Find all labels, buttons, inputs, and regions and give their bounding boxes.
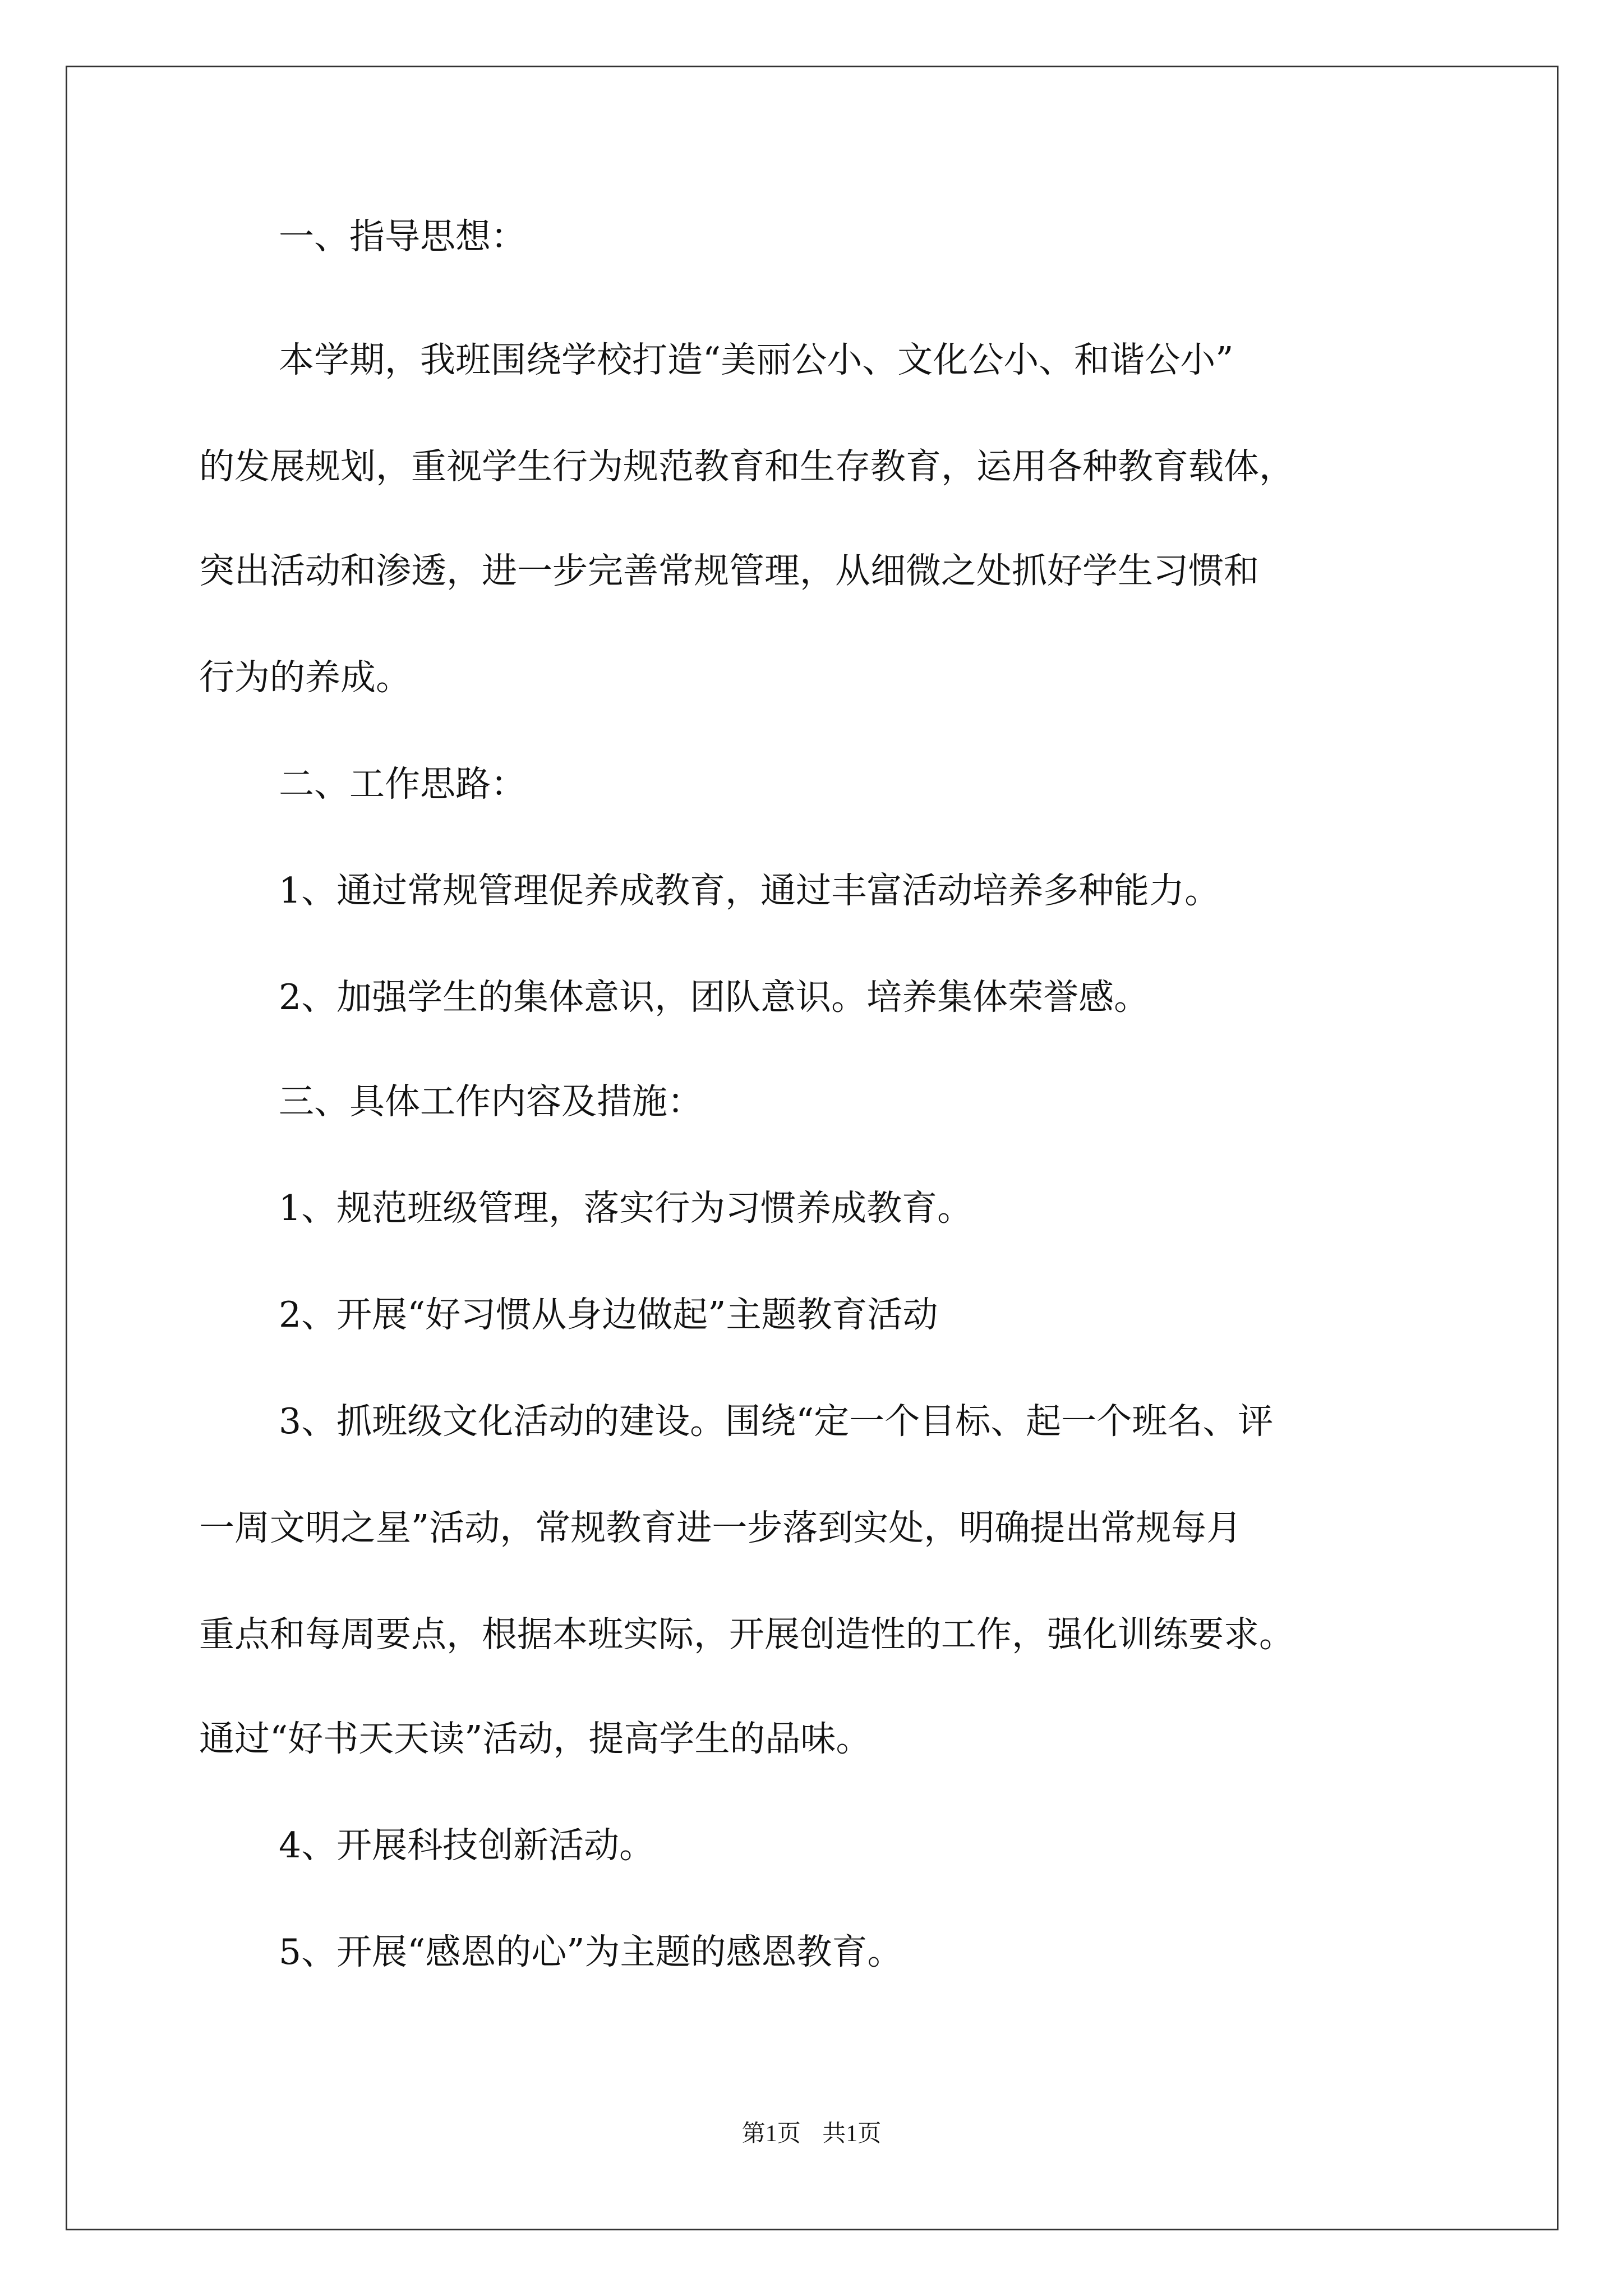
paragraph-line: 一周文明之星”活动，常规教育进一步落到实处，明确提出常规每月 [199,1507,1242,1548]
list-item: 2、加强学生的集体意识，团队意识。培养集体荣誉感。 [279,977,1150,1018]
page-number-current: 第1页 [741,2121,801,2147]
heading-guiding-thought: 一、指导思想： [279,216,526,257]
page-frame [66,66,1559,2230]
paragraph-line: 行为的养成。 [199,657,411,698]
heading-measures: 三、具体工作内容及措施： [279,1081,703,1122]
list-item: 5、开展“感恩的心”为主题的感恩教育。 [279,1931,903,1972]
page-footer [0,2115,1623,2148]
page-number-total: 共1页 [822,2121,882,2147]
list-item: 1、通过常规管理促养成教育，通过丰富活动培养多种能力。 [279,870,1220,911]
list-item: 2、开展“好习惯从身边做起”主题教育活动 [279,1294,938,1335]
paragraph-line: 的发展规划，重视学生行为规范教育和生存教育，运用各种教育载体， [199,446,1294,487]
list-item: 3、抓班级文化活动的建设。围绕“定一个目标、起一个班名、评 [279,1401,1274,1442]
paragraph-line: 本学期，我班围绕学校打造“美丽公小、文化公小、和谐公小” [279,339,1234,380]
paragraph-line: 重点和每周要点，根据本班实际，开展创造性的工作，强化训练要求。 [199,1614,1294,1655]
list-item: 4、开展科技创新活动。 [279,1825,655,1866]
list-item: 1、规范班级管理，落实行为习惯养成教育。 [279,1188,973,1228]
paragraph-line: 通过“好书天天读”活动，提高学生的品味。 [199,1718,872,1759]
paragraph-line: 突出活动和渗透，进一步完善常规管理，从细微之处抓好学生习惯和 [199,550,1259,591]
heading-work-plan: 二、工作思路： [279,763,526,804]
